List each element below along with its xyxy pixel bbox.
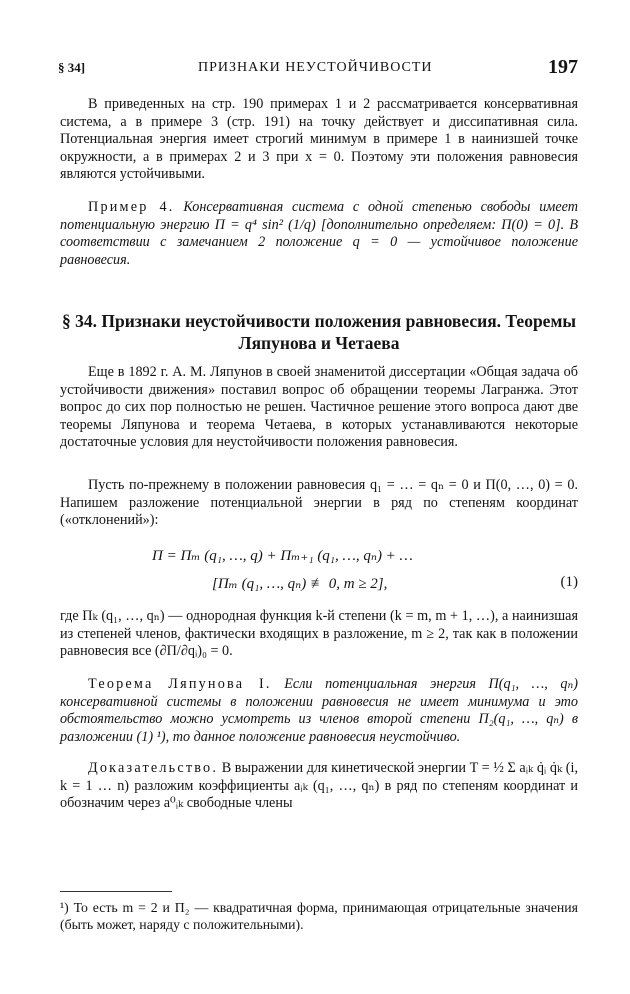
formula-potential-expansion: Π = Πₘ (q₁, …, q) + Πₘ₊₁ (q₁, …, qₙ) + …: [152, 548, 413, 564]
example-label: Пример 4.: [88, 199, 175, 215]
page-number: 197: [548, 56, 578, 78]
paragraph-lyapunov-history: Еще в 1892 г. А. М. Ляпунов в своей знаменитой диссертации «Общая задача об устойчивости движения» поставил вопрос об обращении теоремы Лагранжа. Этот вопрос до сих пор полностью не решен. Частичное решение этого вопроса дают две теоремы Ляпунова и теорема Четаева, в которых устанавливаются некоторые достаточные условия для неустойчивости положения равновесия.: [60, 364, 578, 450]
paragraph-expansion-intro: Пусть по-прежнему в положении равновесия q₁ = … = qₙ = 0 и Π(0, …, 0) = 0. Напишем разложение потенциальной энергии в ряд по степеням координат («отклонений»):: [60, 477, 578, 528]
paragraph-homogeneous-function: где Πₖ (q₁, …, qₙ) — однородная функция k-й степени (k = m, m + 1, …), а наинизшая из степеней членов, фактически входящих в разложение, m ≥ 2, так как в положении равновесия все (∂Π/∂qᵢ)₀ = 0.: [60, 608, 578, 659]
footnote-divider: [60, 891, 172, 892]
footnote: ¹) То есть m = 2 и Π₂ — квадратичная форма, принимающая отрицательные значения (быть может, наряду с положительными).: [60, 900, 578, 932]
running-title: ПРИЗНАКИ НЕУСТОЙЧИВОСТИ: [198, 60, 433, 75]
section-heading: § 34. Признаки неустойчивости положения равновесия. Теоремы Ляпунова и Четаева: [61, 311, 577, 353]
theorem-text: Если потенциальная энергия Π(q₁, …, qₙ) консервативной системы в положении равновесия не имеет минимума и это обстоятельство можно усмотреть из членов второй степени Π₂(q₁, …, qₙ) в разложении (1) ¹), то данное положение равновесия неустойчиво.: [60, 676, 578, 745]
running-header: [58, 56, 578, 80]
formula-condition: [Πₘ (q₁, …, qₙ) ≢ 0, m ≥ 2],: [212, 576, 388, 592]
section-reference: § 34]: [58, 60, 86, 75]
paragraph-proof: [60, 760, 578, 813]
paragraph-examples-summary: В приведенных на стр. 190 примерах 1 и 2 рассматривается консервативная система, а в примере 3 (стр. 191) на точку действует и диссипативная сила. Потенциальная энергия имеет строгий минимум в примере 1 в наинизшей точке окружности, а в примерах 2 и 3 при x = 0. Поэтому эти положения равновесия являются устойчивыми.: [60, 96, 578, 182]
example-text: Консервативная система с одной степенью свободы имеет потенциальную энергию Π = q⁴ sin² (1/q) [дополнительно определяем: Π(0) = 0]. В соответствии с замечанием 2 положение q = 0 — устойчивое положение равновесия.: [60, 199, 578, 268]
proof-text: В выражении для кинетической энергии T = ½ Σ aᵢₖ q̇ᵢ q̇ₖ (i, k = 1 … n) разложим коэффициенты aᵢₖ (q₁, …, qₙ) в ряд по степеням координат и обозначим через a⁰ᵢₖ свободные члены: [60, 760, 578, 811]
paragraph-theorem: [60, 676, 578, 746]
paragraph-example-4: [60, 199, 578, 269]
proof-label: Доказательство.: [88, 760, 219, 776]
theorem-label: Теорема Ляпунова I.: [88, 676, 272, 692]
equation-number: (1): [560, 574, 578, 590]
